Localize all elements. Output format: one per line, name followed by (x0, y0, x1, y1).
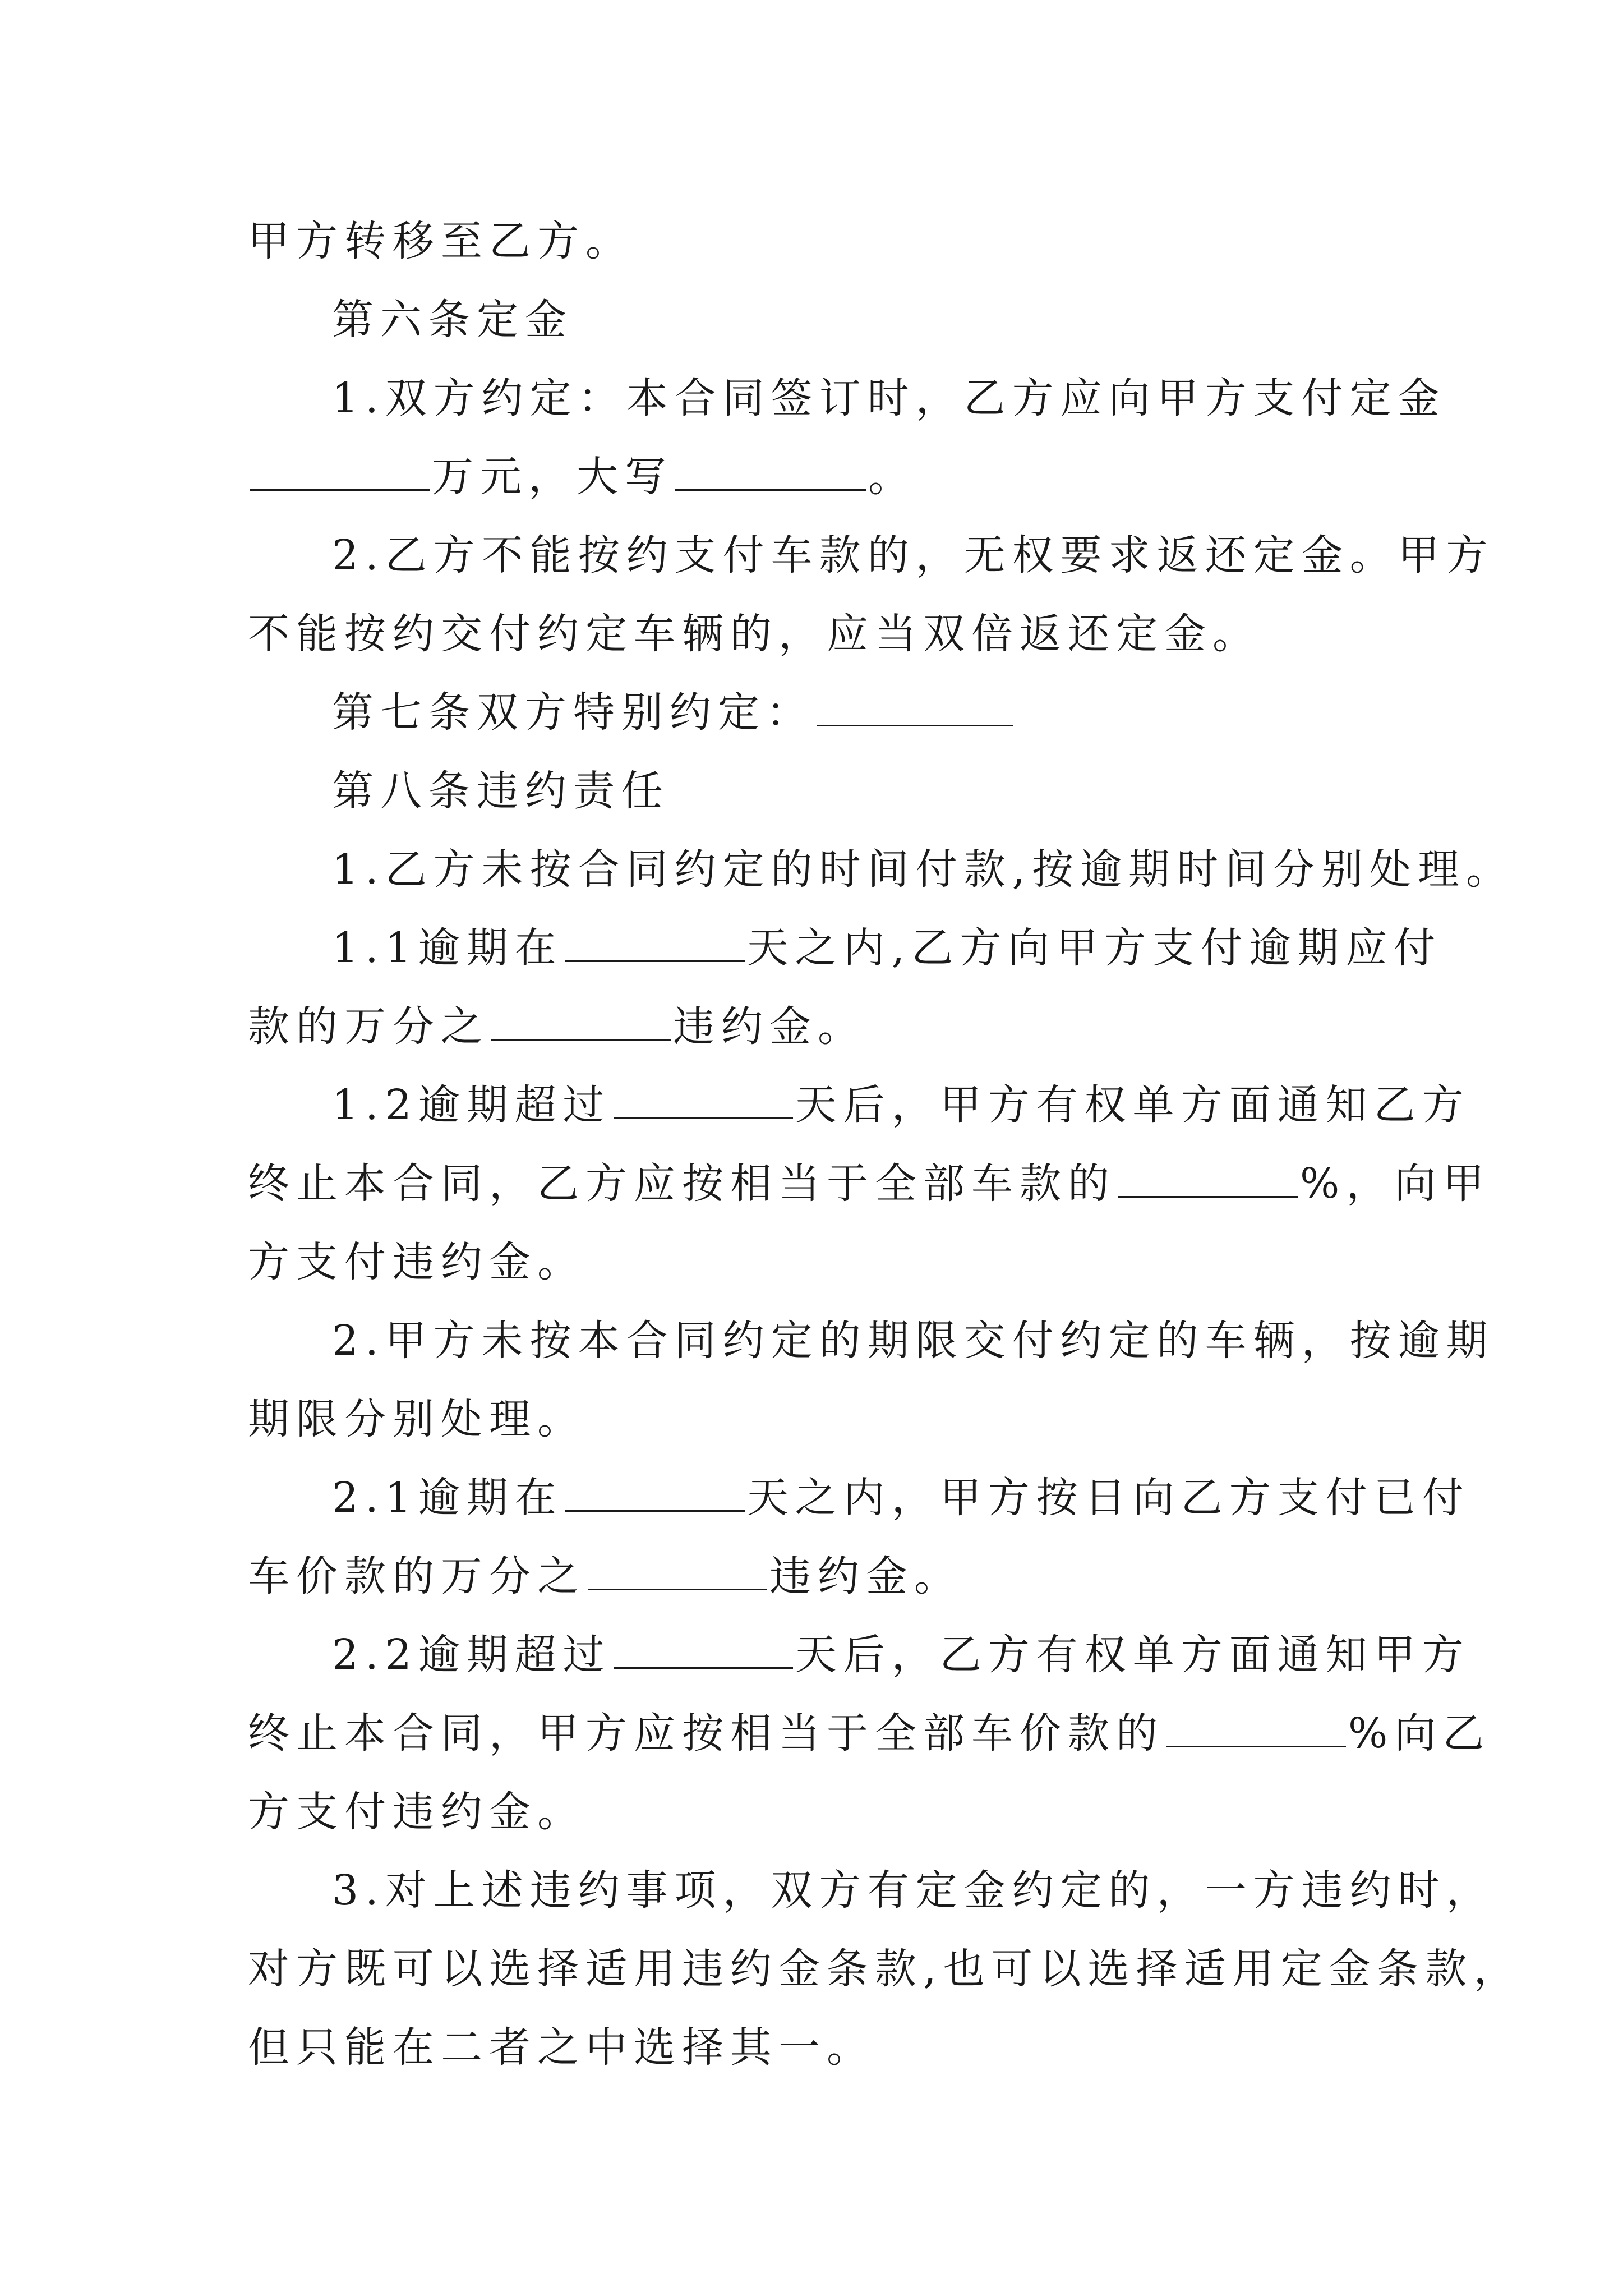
text-span: 天之内，甲方按日向乙方支付已付 (746, 1474, 1470, 1522)
text-span: 款的万分之 (248, 1002, 489, 1051)
text-span: 第七条双方特别约定： (332, 688, 814, 737)
text-span: %，向甲 (1300, 1159, 1491, 1208)
section-heading-7 (248, 673, 1392, 752)
text-span: %向乙 (1348, 1709, 1491, 1757)
text-span: 终止本合同，甲方应按相当于全部车价款的 (248, 1709, 1164, 1757)
fill-blank[interactable] (614, 1085, 793, 1119)
text-line: 1.双方约定：本合同签订时，乙方应向甲方支付定金 (332, 374, 1446, 422)
text-line: 方支付违约金。 (248, 1238, 585, 1286)
text-line: 甲方转移至乙方。 (248, 217, 634, 265)
text-span: 万元，大写 (432, 453, 673, 501)
text-span: 。 (868, 453, 916, 501)
text-span: 天后，甲方有权单方面通知乙方 (795, 1081, 1470, 1129)
fill-blank[interactable] (565, 1478, 745, 1512)
text-line: 3.对上述违约事项，双方有定金约定的，一方违约时， (332, 1866, 1495, 1915)
text-line (248, 1144, 1491, 1223)
text-line (248, 909, 1442, 987)
text-line (248, 438, 1392, 516)
text-line (248, 1616, 1470, 1694)
text-line (248, 1458, 1470, 1537)
text-line (248, 1694, 1491, 1773)
text-line (248, 987, 1392, 1066)
text-span: 天后，乙方有权单方面通知甲方 (795, 1631, 1470, 1679)
text-line: 方支付违约金。 (248, 1788, 585, 1836)
text-line (248, 1066, 1470, 1144)
document-page (248, 202, 1522, 2087)
text-span: 1.1逾期在 (332, 924, 563, 972)
text-line: 2.甲方未按本合同约定的期限交付约定的车辆，按逾期 (332, 1317, 1495, 1365)
text-span: 违约金。 (673, 1002, 866, 1051)
text-line: 对方既可以选择适用违约金条款,也可以选择适用定金条款， (248, 1945, 1522, 1993)
text-span: 1.2逾期超过 (332, 1081, 611, 1129)
text-span: 2.1逾期在 (332, 1474, 563, 1522)
text-span: 天之内,乙方向甲方支付逾期应付 (746, 924, 1442, 972)
section-heading-6: 第六条定金 (332, 296, 573, 344)
text-span: 违约金。 (769, 1552, 962, 1600)
fill-blank[interactable] (250, 457, 430, 491)
text-line: 不能按约交付约定车辆的，应当双倍返还定金。 (248, 610, 1261, 658)
text-line: 2.乙方不能按约支付车款的，无权要求返还定金。甲方 (332, 531, 1495, 579)
text-line (248, 1537, 1392, 1616)
section-heading-8: 第八条违约责任 (332, 767, 670, 815)
text-span: 2.2逾期超过 (332, 1631, 611, 1679)
fill-blank[interactable] (614, 1635, 793, 1669)
text-line: 但只能在二者之中选择其一。 (248, 2023, 875, 2072)
fill-blank[interactable] (565, 928, 745, 962)
text-span: 车价款的万分之 (248, 1552, 585, 1600)
fill-blank[interactable] (675, 457, 866, 491)
fill-blank[interactable] (1118, 1163, 1298, 1198)
fill-blank[interactable] (588, 1556, 767, 1590)
fill-blank[interactable] (491, 1006, 671, 1041)
text-span: 终止本合同，乙方应按相当于全部车款的 (248, 1159, 1116, 1208)
text-line: 期限分别处理。 (248, 1395, 585, 1443)
text-line: 1.乙方未按合同约定的时间付款,按逾期时间分别处理。 (332, 845, 1515, 894)
fill-blank[interactable] (817, 692, 1013, 726)
fill-blank[interactable] (1166, 1713, 1346, 1747)
